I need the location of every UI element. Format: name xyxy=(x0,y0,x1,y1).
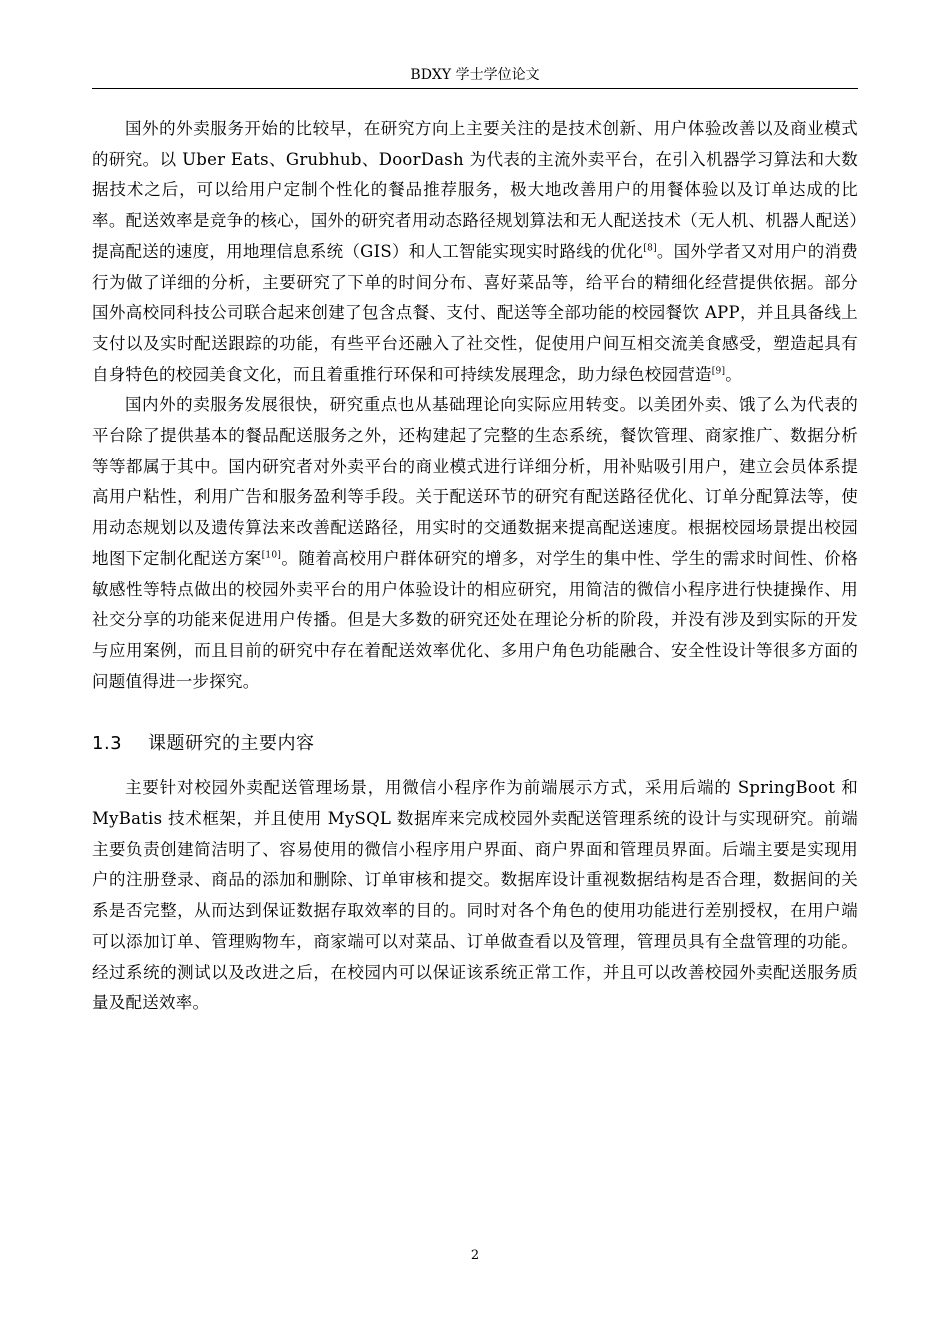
paragraph-text: 。随着高校用户群体研究的增多，对学生的集中性、学生的需求时间性、价格敏感性等特点做出的校园外卖平台的用户体验设计的相应研究，用简洁的微信小程序进行快捷操作、用社交分享的功能来促进用户传播。但是大多数的研究还处在理论分析的阶段，并没有涉及到实际的开发与应用案例，而且目前的研究中存在着配送效率优化、多用户角色功能融合、安全性设计等很多方面的问题值得进一步探究。 xyxy=(92,548,859,691)
citation-ref: [9] xyxy=(711,366,726,377)
section-title: 课题研究的主要内容 xyxy=(148,733,315,755)
paragraph-text: 。 xyxy=(725,364,742,384)
section-heading xyxy=(92,729,858,759)
page-header xyxy=(92,63,858,89)
paragraph-domestic-research xyxy=(92,390,858,697)
page-number: 2 xyxy=(470,1248,480,1263)
document-body xyxy=(92,114,858,1019)
paragraph-main-content: 主要针对校园外卖配送管理场景，用微信小程序作为前端展示方式，采用后端的 SpringBoot 和 MyBatis 技术框架，并且使用 MySQL 数据库来完成校园外卖配送管理系统的设计与实现研究。前端主要负责创建简洁明了、容易使用的微信小程序用户界面、商户界面和管理员界面。后端主要是实现用户的注册登录、商品的添加和删除、订单审核和提交。数据库设计重视数据结构是否合理，数据间的关系是否完整，从而达到保证数据存取效率的目的。同时对各个角色的使用功能进行差别授权，在用户端可以添加订单、管理购物车，商家端可以对菜品、订单做查看以及管理，管理员具有全盘管理的功能。经过系统的测试以及改进之后，在校园内可以保证该系统正常工作，并且可以改善校园外卖配送服务质量及配送效率。 xyxy=(92,778,858,1013)
citation-ref: [10] xyxy=(261,550,282,561)
section-number: 1.3 xyxy=(92,733,123,755)
citation-ref: [8] xyxy=(643,243,657,254)
paragraph-text: 国外的外卖服务开始的比较早，在研究方向上主要关注的是技术创新、用户体验改善以及商业模式的研究。以 Uber Eats、Grubhub、DoorDash 为代表的主流外卖平台，在引入机器学习算法和大数据技术之后，可以给用户定制个性化的餐品推荐服务，极大地改善用户的用餐体验以及订单达成的比率。配送效率是竞争的核心，国外的研究者用动态路径规划算法和无人配送技术（无人机、机器人配送）提高配送的速度，用地理信息系统（GIS）和人工智能实现实时路线的优化 xyxy=(92,119,858,261)
header-title: BDXY 学士学位论文 xyxy=(410,67,540,83)
paragraph-foreign-research xyxy=(92,114,858,390)
paragraph-text: 。国外学者又对用户的消费行为做了详细的分析，主要研究了下单的时间分布、喜好菜品等，给平台的精细化经营提供依据。部分国外高校同科技公司联合起来创建了包含点餐、支付、配送等全部功能的校园餐饮 APP，并且具备线上支付以及实时配送跟踪的功能，有些平台还融入了社交性，促使用户间互相交流美食感受，塑造起具有自身特色的校园美食文化，而且着重推行环保和可持续发展理念，助力绿色校园营造 xyxy=(92,241,858,384)
paragraph-text: 国内外的卖服务发展很快，研究重点也从基础理论向实际应用转变。以美团外卖、饿了么为代表的平台除了提供基本的餐品配送服务之外，还构建起了完整的生态系统，餐饮管理、商家推广、数据分析等等都属于其中。国内研究者对外卖平台的商业模式进行详细分析，用补贴吸引用户，建立会员体系提高用户粘性，利用广告和服务盈利等手段。关于配送环节的研究有配送路径优化、订单分配算法等，使用动态规划以及遗传算法来改善配送路径，用实时的交通数据来提高配送速度。根据校园场景提出校园地图下定制化配送方案 xyxy=(92,395,858,568)
